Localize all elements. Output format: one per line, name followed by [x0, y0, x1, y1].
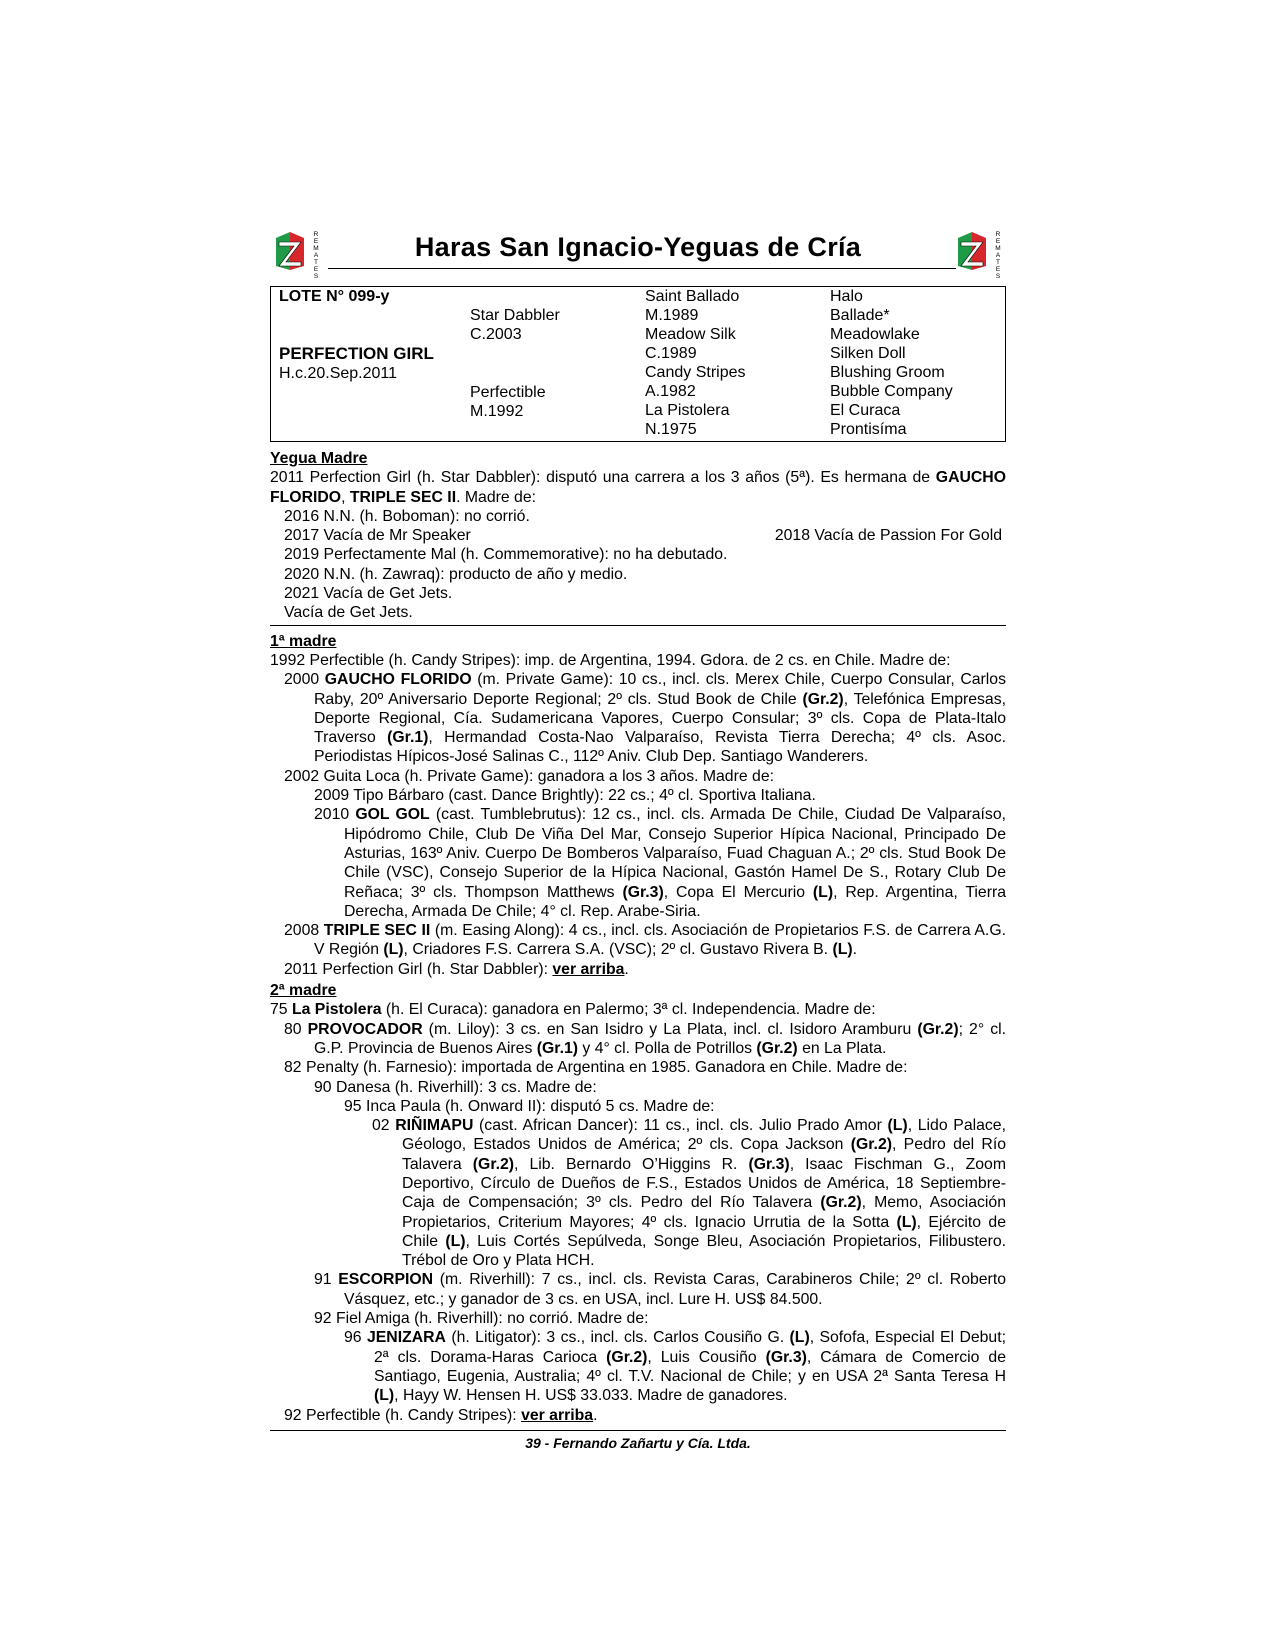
- text-run: 2018 Vacía de Passion For Gold: [774, 527, 1002, 545]
- ped-col3-cell: Saint Ballado: [645, 288, 740, 305]
- sire-name: Star Dabbler: [470, 307, 560, 324]
- ped-col3-cell: Candy Stripes: [645, 364, 746, 381]
- ped-col4-cell: Meadowlake: [830, 326, 920, 343]
- text-run: en La Plata.: [797, 1039, 887, 1057]
- ped-col3-cell: N.1975: [645, 421, 697, 438]
- grade-label: (Gr.2): [802, 690, 844, 708]
- produce-entry: [270, 960, 1006, 979]
- ped-col4-cell: Ballade*: [830, 307, 890, 324]
- ped-col3-cell: C.1989: [645, 345, 697, 362]
- text-run: (cast. Tumblebrutus): 12 cs., incl. cls. Armada De Chile, Ciudad De Valparaíso, Hipódromo Chile, Club De Viña Del Mar, Consejo Superior Hípica Nacional, Principado De Asturias, 163º Aniv. Cuerpo De Bomberos Valparaíso, Fuad Chaguan A.; 2º cls. Stud Book De Chile (VSC), Consejo Superior de la Hípica Nacional, Gastón Hamel De S., Rotary Club De Reñaca; 3º cls. Thompson Matthews: [344, 806, 1007, 901]
- produce-entry: [270, 1020, 1006, 1059]
- ped-col4-cell: Silken Doll: [830, 345, 906, 362]
- svg-text:M: M: [995, 245, 1001, 252]
- grade-label: (Gr.2): [850, 1136, 892, 1154]
- text-run: 2010: [314, 806, 356, 824]
- section-heading-primera-madre: 1ª madre: [270, 632, 337, 650]
- text-run: 75: [270, 1001, 292, 1019]
- grade-label: (L): [445, 1232, 466, 1250]
- text-run: , Lib. Bernardo O’Higgins R.: [514, 1155, 749, 1173]
- dam-name: La Pistolera: [291, 1001, 382, 1019]
- text-run: , Rep. Argentina, Tierra Derecha, Armada De Chile; 4° cl. Rep. Arabe-Siria.: [344, 883, 1007, 920]
- zanartu-logo-left: [270, 228, 324, 280]
- grade-label: (Gr.1): [387, 729, 429, 747]
- text-run: (h. El Curaca): ganadora en Palermo; 3ª cl. Independencia. Madre de:: [381, 1001, 876, 1019]
- text-run: 80: [284, 1020, 308, 1038]
- text-run: , Telefónica Empresas, Deporte Regional, Cía. Sudamericana Vapores, Cuerpo Consular; 3º cls. Copa de Plata-Italo Traverso: [314, 690, 1006, 747]
- grade-label: (L): [789, 1329, 810, 1347]
- text-run: ; 2° cl. G.P. Provincia de Buenos Aires: [314, 1020, 1006, 1057]
- svg-text:R: R: [313, 231, 319, 238]
- grade-label: (L): [887, 1117, 908, 1135]
- pedigree-table: [270, 286, 1006, 442]
- sibling-name: GAUCHO FLORIDO: [270, 469, 1006, 506]
- svg-text:T: T: [314, 259, 318, 266]
- text-run: 2011 Perfection Girl (h. Star Dabbler):: [284, 960, 553, 978]
- produce-entry: [270, 1406, 1006, 1425]
- text-run: , Cámara de Comercio de Santiago, Eugenia, Australia; 4º cl. T.V. Nacional de Chile; y en USA 2ª Santa Teresa H: [374, 1348, 1006, 1385]
- svg-text:E: E: [313, 266, 319, 273]
- text-run: 96: [344, 1329, 367, 1347]
- produce-line: Vacía de Get Jets.: [284, 604, 413, 622]
- grade-label: (L): [383, 941, 404, 959]
- svg-text:A: A: [313, 252, 319, 259]
- produce-entry: [270, 670, 1006, 766]
- text-run: , Criadores F.S. Carrera S.A. (VSC); 2º cl. Gustavo Rivera B.: [403, 941, 833, 959]
- text-run: , Hayy W. Hensen H. US$ 33.033. Madre de ganadores.: [394, 1387, 788, 1405]
- text-run: (m. Riverhill): 7 cs., incl. cls. Revista Caras, Carabineros Chile; 2º cl. Roberto Vásquez, etc.; y ganador de 3 cs. en USA, incl. Lure H. US$ 84.500.: [344, 1271, 1006, 1308]
- text-run: , Copa El Mercurio: [663, 883, 813, 901]
- grade-label: (L): [812, 883, 834, 901]
- text-run: .: [624, 960, 629, 978]
- grade-label: (Gr.3): [622, 883, 664, 901]
- text-run: 2000: [284, 671, 325, 689]
- text-run: , Hermandad Costa-Nao Valparaíso, Revista Tierra Derecha; 4º cls. Asoc. Periodistas Hípicos-José Salinas C., 112º Aniv. Club Dep. Santiago Wanderers.: [314, 729, 1006, 766]
- text-run: 91: [314, 1271, 339, 1289]
- grade-label: (Gr.3): [765, 1348, 807, 1366]
- ver-arriba-reference: ver arriba: [552, 960, 625, 978]
- svg-text:E: E: [995, 238, 1001, 245]
- title-underline: [328, 268, 956, 269]
- document-page: [270, 228, 1006, 1453]
- text-run: (h. Litigator): 3 cs., incl. cls. Carlos Cousiño G.: [445, 1329, 790, 1347]
- text-run: .: [593, 1406, 598, 1424]
- winner-name: RIÑIMAPU: [395, 1117, 474, 1135]
- ped-col4-cell: Prontisíma: [830, 421, 907, 438]
- text-run: 92 Perfectible (h. Candy Stripes):: [284, 1406, 522, 1424]
- winner-name: GAUCHO FLORIDO: [324, 671, 472, 689]
- svg-text:R: R: [995, 231, 1001, 238]
- produce-entry: 82 Penalty (h. Farnesio): importada de Argentina en 1985. Ganadora en Chile. Madre de:: [284, 1059, 908, 1077]
- grade-label: (L): [832, 941, 853, 959]
- text-run: y 4° cl. Polla de Potrillos: [578, 1039, 757, 1057]
- svg-text:S: S: [313, 273, 319, 280]
- text-run: ,: [341, 488, 350, 506]
- text-run: , Memo, Asociación Propietarios, Criterium Mayores; 4º cls. Ignacio Urrutia de la Sotta: [402, 1194, 1007, 1231]
- text-run: 2008: [284, 922, 324, 940]
- produce-entry: [270, 1116, 1006, 1270]
- text-run: (m. Easing Along): 4 cs., incl. cls. Asociación de Propietarios F.S. de Carrera A.G. V Región: [314, 922, 1006, 959]
- page-title: Haras San Ignacio-Yeguas de Cría: [414, 232, 862, 262]
- text-run: , Luis Cousiño: [647, 1348, 766, 1366]
- section-heading-segunda-madre: 2ª madre: [270, 982, 337, 1000]
- horse-name: PERFECTION GIRL: [279, 344, 434, 363]
- ver-arriba-reference: ver arriba: [521, 1406, 594, 1424]
- dam-info: M.1992: [470, 403, 524, 420]
- produce-entry: 2002 Guita Loca (h. Private Game): ganadora a los 3 años. Madre de:: [284, 767, 774, 785]
- ped-col3-cell: Meadow Silk: [645, 326, 736, 343]
- text-run: , Sofofa, Especial El Debut; 2ª cls. Dorama-Haras Carioca: [374, 1329, 1006, 1366]
- grade-label: (Gr.3): [748, 1155, 790, 1173]
- footer-divider: [270, 1430, 1006, 1431]
- text-run: (m. Liloy): 3 cs. en San Isidro y La Plata, incl. cl. Isidoro Aramburu: [422, 1020, 918, 1038]
- text-run: (m. Private Game): 10 cs., incl. cls. Merex Chile, Cuerpo Consular, Carlos Raby, 20º Aniversario Deporte Regional; 2º cls. Stud Book de Chile: [314, 671, 1006, 708]
- text-run: 2017 Vacía de Mr Speaker: [284, 527, 471, 545]
- primera-intro: 1992 Perfectible (h. Candy Stripes): imp. de Argentina, 1994. Gdora. de 2 cs. en Chile. Madre de:: [270, 651, 951, 669]
- sibling-name: TRIPLE SEC II: [349, 488, 457, 506]
- winner-name: TRIPLE SEC II: [323, 922, 431, 940]
- svg-text:T: T: [996, 259, 1000, 266]
- section-heading-yegua-madre: Yegua Madre: [270, 450, 368, 467]
- winner-name: GOL GOL: [355, 806, 430, 824]
- ped-col4-cell: Bubble Company: [830, 383, 953, 400]
- grade-label: (Gr.2): [472, 1155, 515, 1173]
- svg-text:E: E: [313, 238, 319, 245]
- produce-entry: [270, 921, 1006, 960]
- svg-text:S: S: [995, 273, 1001, 280]
- ped-col3-cell: M.1989: [645, 307, 699, 324]
- produce-line: 2021 Vacía de Get Jets.: [284, 585, 453, 603]
- winner-name: PROVOCADOR: [307, 1020, 423, 1038]
- produce-entry: 90 Danesa (h. Riverhill): 3 cs. Madre de:: [314, 1078, 597, 1096]
- page-footer: 39 - Fernando Zañartu y Cía. Ltda.: [525, 1434, 751, 1451]
- yegua-madre-intro: [270, 468, 1006, 507]
- text-run: 02: [372, 1117, 396, 1135]
- text-run: , Ejército de Chile: [402, 1213, 1006, 1250]
- winner-name: ESCORPION: [338, 1271, 434, 1289]
- produce-entry: 2009 Tipo Bárbaro (cast. Dance Brightly): 22 cs.; 4º cl. Sportiva Italiana.: [314, 787, 816, 805]
- ped-col4-cell: El Curaca: [830, 402, 901, 419]
- produce-line: [270, 526, 1006, 545]
- page-header: [270, 228, 1006, 280]
- text-run: , Isaac Fischman G., Zoom Deportivo, Círculo de Dueños de F.S., Estados Unidos de América, 18 Septiembre-Caja de Compensación; 3º cls. Pedro del Río Talavera: [402, 1155, 1006, 1212]
- text-run: . Madre de:: [456, 488, 536, 506]
- text-run: , Luis Cortés Sepúlveda, Songe Bleu, Asociación Propietarios, Filibustero. Trébol de Oro y Plata HCH.: [402, 1232, 1006, 1270]
- produce-entry: 95 Inca Paula (h. Onward II): disputó 5 cs. Madre de:: [344, 1097, 715, 1115]
- ped-col3-cell: A.1982: [645, 383, 696, 400]
- text-run: , Pedro del Río Talavera: [402, 1136, 1006, 1173]
- produce-line: 2019 Perfectamente Mal (h. Commemorative): no ha debutado.: [284, 546, 728, 564]
- text-run: (cast. African Dancer): 11 cs., incl. cls. Julio Prado Amor: [473, 1117, 888, 1135]
- text-run: 2011 Perfection Girl (h. Star Dabbler): disputó una carrera a los 3 años (5ª). Es hermana de: [270, 469, 936, 487]
- grade-label: (Gr.2): [917, 1020, 959, 1038]
- lote-number: LOTE N° 099-y: [279, 288, 390, 305]
- section-divider: [270, 625, 1006, 626]
- grade-label: (Gr.2): [756, 1039, 798, 1057]
- ped-col3-cell: La Pistolera: [645, 402, 730, 419]
- svg-text:E: E: [995, 266, 1001, 273]
- produce-entry: [270, 1270, 1006, 1309]
- zanartu-logo-right: [952, 228, 1006, 280]
- produce-entry: [270, 1328, 1006, 1405]
- horse-info: H.c.20.Sep.2011: [279, 365, 398, 382]
- winner-name: JENIZARA: [366, 1329, 446, 1347]
- grade-label: (L): [896, 1213, 917, 1231]
- produce-line: 2020 N.N. (h. Zawraq): producto de año y medio.: [284, 565, 628, 583]
- produce-entry: [270, 805, 1006, 921]
- svg-text:A: A: [995, 252, 1001, 259]
- produce-line: 2016 N.N. (h. Boboman): no corrió.: [284, 507, 530, 525]
- segunda-intro: [270, 1000, 1006, 1019]
- grade-label: (Gr.2): [820, 1194, 862, 1212]
- ped-col4-cell: Halo: [830, 288, 863, 305]
- text-run: .: [852, 941, 858, 959]
- grade-label: (Gr.1): [536, 1039, 579, 1057]
- grade-label: (L): [374, 1387, 395, 1405]
- text-run: , Lido Palace, Géologo, Estados Unidos de América; 2º cls. Copa Jackson: [402, 1117, 1006, 1154]
- ped-col4-cell: Blushing Groom: [830, 364, 945, 381]
- svg-text:M: M: [313, 245, 319, 252]
- produce-entry: 92 Fiel Amiga (h. Riverhill): no corrió. Madre de:: [314, 1310, 649, 1328]
- dam-name: Perfectible: [470, 384, 546, 401]
- sire-info: C.2003: [470, 326, 522, 343]
- grade-label: (Gr.2): [606, 1348, 648, 1366]
- document-body: [270, 449, 1006, 1453]
